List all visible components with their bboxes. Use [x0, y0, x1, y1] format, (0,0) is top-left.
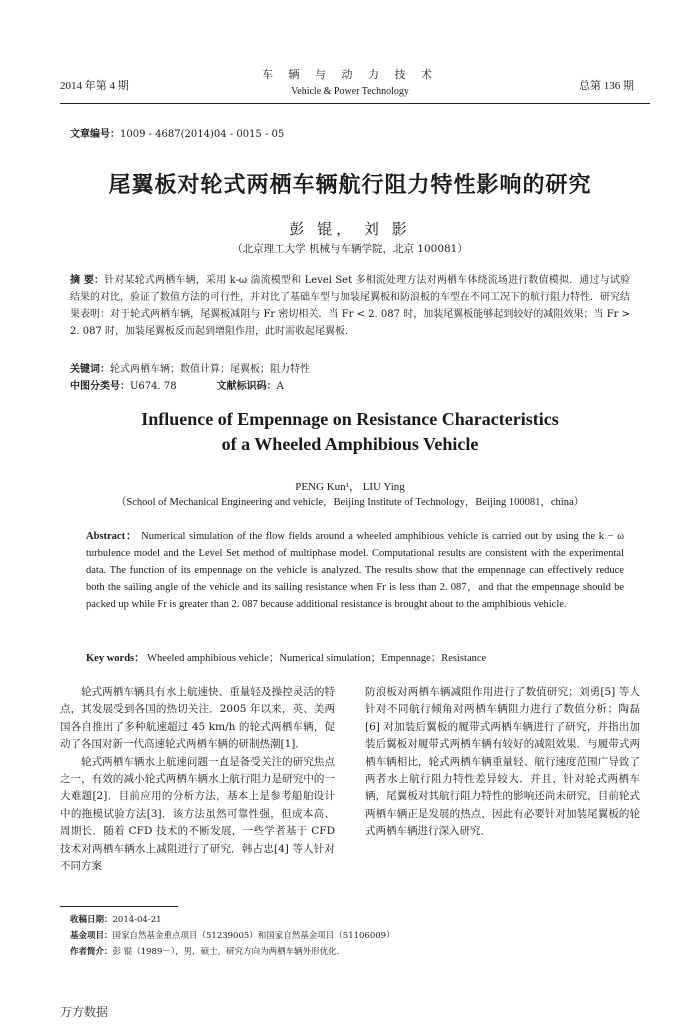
footnote-bio	[70, 944, 630, 960]
total-issue-label: 总第 136 期	[579, 80, 634, 92]
keywords-cn-label: 关键词：	[70, 364, 110, 375]
journal-name-en: Vehicle & Power Technology	[291, 86, 409, 97]
article-number-value: 1009 - 4687(2014)04 - 0015 - 05	[120, 129, 285, 140]
footnotes	[70, 912, 630, 960]
footnote-bio-label: 作者简介：	[70, 947, 113, 957]
watermark-footer: 万方数据	[60, 1005, 109, 1019]
authors-en: PENG Kun¹， LIU Ying	[295, 481, 405, 493]
footnote-received	[70, 912, 630, 928]
keywords-en	[86, 650, 624, 665]
article-number	[70, 125, 284, 140]
keywords-cn	[70, 361, 630, 378]
classification-line	[70, 378, 630, 395]
header-rule	[60, 103, 650, 104]
footnote-rule	[60, 906, 178, 907]
doc-code-value: A	[276, 381, 284, 392]
keywords-en-label: Key words：	[86, 653, 145, 664]
affiliation-en: （School of Mechanical Engineering and vehicle，Beijing Institute of Technology，Beijing 100081，china）	[115, 497, 585, 508]
issue-label: 2014 年第 4 期	[60, 80, 129, 92]
abstract-en-label: Abstract：	[86, 531, 138, 542]
keywords-cn-text: 轮式两栖车辆；数值计算；尾翼板；阻力特性	[110, 364, 310, 375]
footnote-fund	[70, 928, 630, 944]
clc-label: 中图分类号：	[70, 381, 130, 392]
footnote-fund-label: 基金项目：	[70, 931, 113, 941]
abstract-en-text: Numerical simulation of the flow fields around a wheeled amphibious vehicle is carried out by using the k − ω turbulence model and the Level Set method of multiphase model. Computational results are consistent with the experimental data. The function of its empennage on the vehicle is analyzed. The results show that the empennage can effectively reduce both the sailing angle of the vehicle and its sailing resistance when Fr is less than 2. 087，and that the empennage should be packed up while Fr is greater than 2. 087 because additional resistance is brought about to the amphibious vehicle.	[86, 531, 624, 610]
body-paragraph: 防浪板对两栖车辆减阻作用进行了数值研究；刘勇[5] 等人针对不同航行倾角对两栖车辆阻力进行了数值分析；陶磊[6] 对加装后翼板的履带式两栖车辆进行了研究，并指出加装后翼板对履带式两栖车辆有较好的减阻效果．与履带式两栖车辆相比，轮式两栖车辆重量轻、航行速度范围广导致了两者水上航行阻力特性差异较大．并且，针对轮式两栖车辆，尾翼板对其航行阻力特性的影响还尚未研究，目前轮式两栖车辆正是发展的热点，因此有必要针对加装尾翼板的轮式两栖车辆进行深入研究．	[365, 686, 640, 838]
clc-value: U674. 78	[130, 381, 177, 392]
doc-code-label: 文献标识码：	[216, 381, 277, 392]
affiliation-cn: （北京理工大学 机械与车辆学院，北京 100081）	[232, 243, 468, 255]
body-paragraph: 轮式两栖车辆水上航速问题一直是备受关注的研究焦点之一，有效的减小轮式两栖车辆水上航行阻力是研究中的一大难题[2]．目前应用的分析方法，基本上是参考船舶设计中的拖模试验方法[3]．该方法虽然可靠性强，但成本高、周期长．随着 CFD 技术的不断发展，一些学者基于 CFD 技术对两栖车辆水上减阻进行了研究．韩占忠[4] 等人针对不同方案	[60, 755, 335, 873]
footnote-bio-value: 彭 锟（1989－），男，硕士，研究方向为两栖车辆外形优化．	[112, 947, 346, 957]
keywords-en-text: Wheeled amphibious vehicle；Numerical simulation；Empennage；Resistance	[147, 653, 487, 664]
paper-title-en-line1: Influence of Empennage on Resistance Characteristics	[141, 409, 559, 429]
article-number-label: 文章编号：	[70, 129, 120, 140]
body-column-right	[365, 684, 640, 841]
abstract-cn-text: 针对某轮式两栖车辆，采用 k-ω 湍流模型和 Level Set 多相流处理方法对两栖车体绕流场进行数值模拟．通过与试验结果的对比，验证了数值方法的可行性，并对比了基础车型与加装尾翼板和防浪板的车型在不同工况下的航行阻力特性．研究结果表明：对于轮式两栖车辆，尾翼板减阻与 Fr 密切相关．当 Fr < 2. 087 时，加装尾翼板能够起到较好的减阻效果；当 Fr > 2. 087 时，加装尾翼板反而起到增阻作用，此时需收起尾翼板．	[70, 275, 631, 337]
paper-title-en	[0, 407, 700, 457]
keywords-cn-block	[70, 361, 630, 395]
footnote-received-value: 2014-04-21	[112, 915, 162, 925]
authors-cn: 彭 锟， 刘 影	[289, 220, 411, 238]
abstract-cn	[70, 272, 630, 340]
body-paragraph: 轮式两栖车辆具有水上航速快、重量轻及操控灵活的特点，其发展受到各国的热切关注．2005 年以来，英、美两国各自推出了多种航速超过 45 km/h 的轮式两栖车辆，促动了各国对新一代高速轮式两栖车辆的研制热潮[1]．	[60, 686, 335, 751]
footnote-fund-value: 国家自然基金重点项目（51239005）和国家自然基金项目（51106009）	[112, 931, 395, 941]
body-column-left	[60, 684, 335, 875]
abstract-cn-label: 摘 要：	[70, 275, 105, 286]
journal-name-cn: 车 辆 与 动 力 技 术	[262, 68, 438, 81]
paper-title-en-line2: of a Wheeled Amphibious Vehicle	[221, 434, 479, 454]
abstract-en	[86, 528, 624, 613]
paper-title-cn: 尾翼板对轮式两栖车辆航行阻力特性影响的研究	[108, 172, 592, 198]
footnote-received-label: 收稿日期：	[70, 915, 113, 925]
